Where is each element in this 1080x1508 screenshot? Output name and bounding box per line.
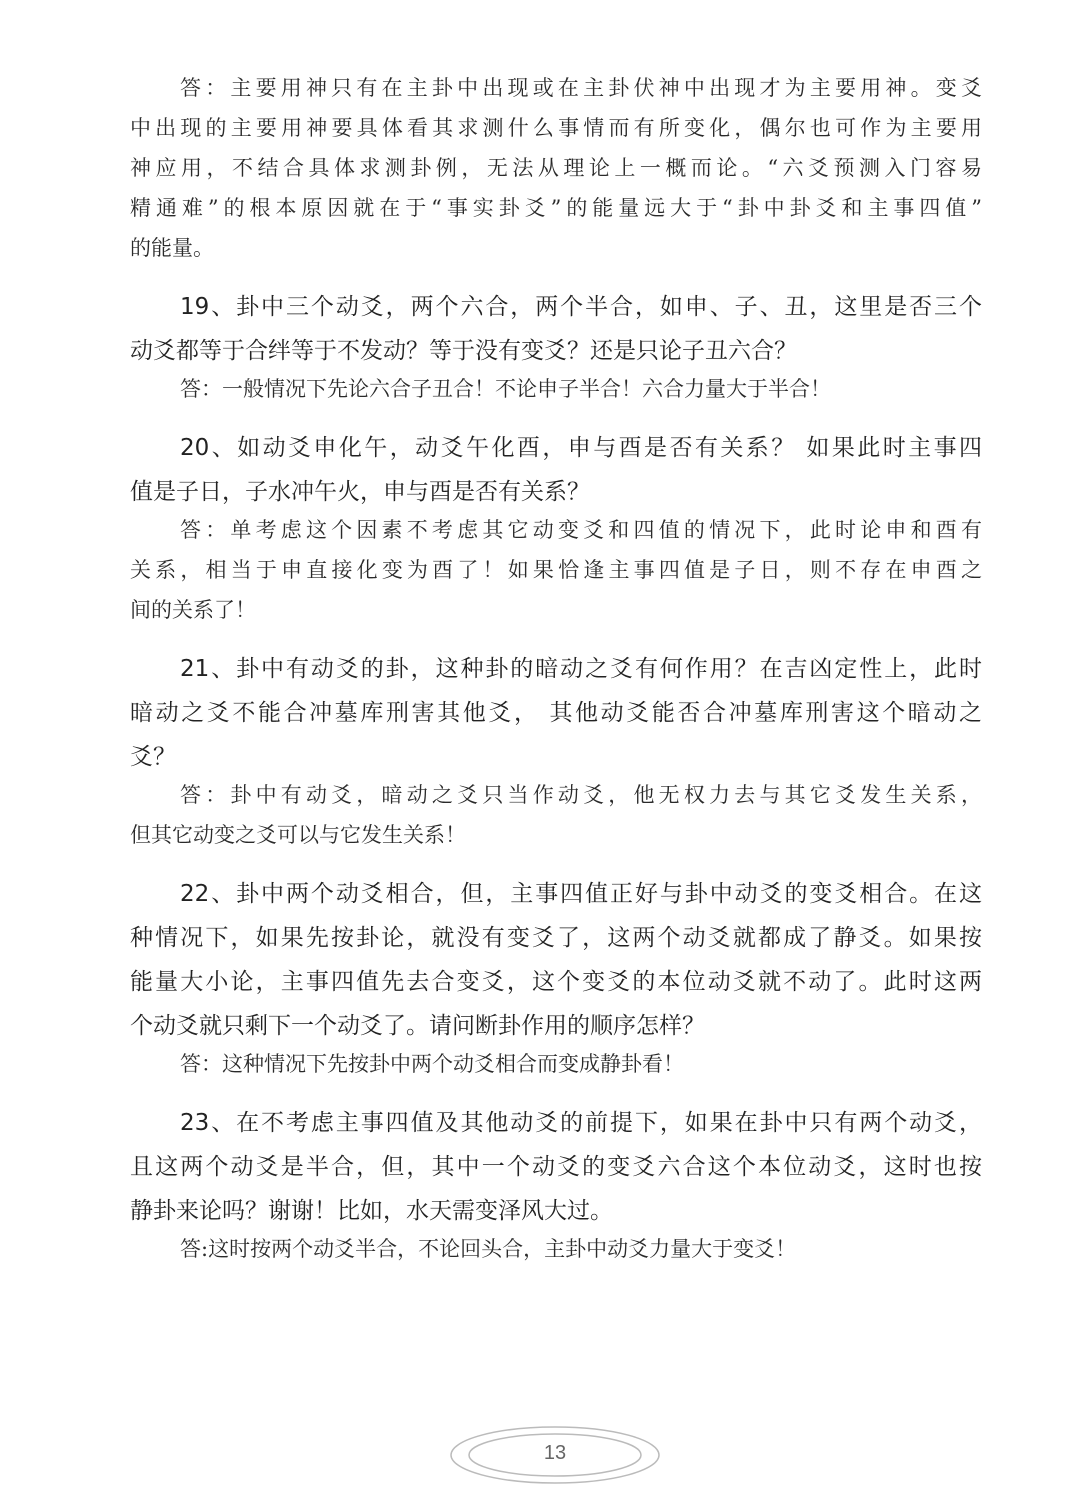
text-line: 种情况下，如果先按卦论，就没有变爻了，这两个动爻就都成了静爻。如果按: [130, 925, 982, 951]
text-line: 间的关系了！: [130, 598, 256, 622]
text-line: 但其它动变之爻可以与它发生关系！: [130, 823, 466, 847]
answer-paragraph: [130, 510, 982, 630]
text-line: 21、卦中有动爻的卦，这种卦的暗动之爻有何作用？在吉凶定性上，此时: [180, 656, 982, 682]
text-line: 神应用，不结合具体求测卦例，无法从理论上一概而论。“六爻预测入门容易: [130, 156, 982, 180]
text-line: 静卦来论吗？谢谢！比如，水天需变泽风大过。: [130, 1198, 613, 1224]
text-line: 答：卦中有动爻，暗动之爻只当作动爻，他无权力去与其它爻发生关系，: [180, 783, 982, 807]
answer-paragraph: [130, 68, 982, 268]
question-paragraph: [130, 426, 982, 514]
text-line: 23、在不考虑主事四值及其他动爻的前提下，如果在卦中只有两个动爻，: [180, 1110, 982, 1136]
text-line: 答：单考虑这个因素不考虑其它动变爻和四值的情况下，此时论申和酉有: [180, 518, 982, 542]
text-line: 答：一般情况下先论六合子丑合！不论申子半合！六合力量大于半合！: [180, 377, 831, 401]
text-line: 答：主要用神只有在主卦中出现或在主卦伏神中出现才为主要用神。变爻: [180, 76, 982, 100]
text-line: 关系，相当于申直接化变为酉了！如果恰逢主事四值是子日，则不存在申酉之: [130, 558, 982, 582]
text-line: 答:这时按两个动爻半合，不论回头合，主卦中动爻力量大于变爻！: [180, 1237, 797, 1261]
text-line: 22、卦中两个动爻相合，但，主事四值正好与卦中动爻的变爻相合。在这: [180, 881, 982, 907]
text-line: 19、卦中三个动爻，两个六合，两个半合，如申、子、丑，这里是否三个: [180, 294, 982, 320]
text-line: 的能量。: [130, 236, 214, 260]
answer-paragraph: [130, 775, 982, 855]
text-line: 个动爻就只剩下一个动爻了。请问断卦作用的顺序怎样？: [130, 1013, 705, 1039]
text-line: 且这两个动爻是半合，但，其中一个动爻的变爻六合这个本位动爻，这时也按: [130, 1154, 982, 1180]
document-body: [130, 68, 982, 1269]
answer-paragraph: [130, 1229, 982, 1269]
text-line: 中出现的主要用神要具体看其求测什么事情而有所变化，偶尔也可作为主要用: [130, 116, 982, 140]
page-number: 13: [543, 1442, 567, 1464]
answer-paragraph: [130, 1044, 982, 1084]
answer-paragraph: [130, 369, 982, 409]
text-line: 20、如动爻申化午，动爻午化酉，申与酉是否有关系？ 如果此时主事四: [180, 435, 982, 461]
question-paragraph: [130, 1101, 982, 1233]
text-line: 暗动之爻不能合冲墓库刑害其他爻， 其他动爻能否合冲墓库刑害这个暗动之: [130, 700, 982, 726]
text-line: 答：这种情况下先按卦中两个动爻相合而变成静卦看！: [180, 1052, 684, 1076]
text-line: 爻？: [130, 744, 176, 770]
question-paragraph: [130, 285, 982, 373]
text-line: 精通难”的根本原因就在于“事实卦爻”的能量远大于“卦中卦爻和主事四值”: [130, 196, 982, 220]
text-line: 值是子日，子水冲午火，申与酉是否有关系？: [130, 479, 590, 505]
question-paragraph: [130, 647, 982, 779]
page-number-badge: [448, 1424, 662, 1486]
text-line: 动爻都等于合绊等于不发动？等于没有变爻？还是只论子丑六合？: [130, 338, 797, 364]
question-paragraph: [130, 872, 982, 1048]
text-line: 能量大小论，主事四值先去合变爻，这个变爻的本位动爻就不动了。此时这两: [130, 969, 982, 995]
